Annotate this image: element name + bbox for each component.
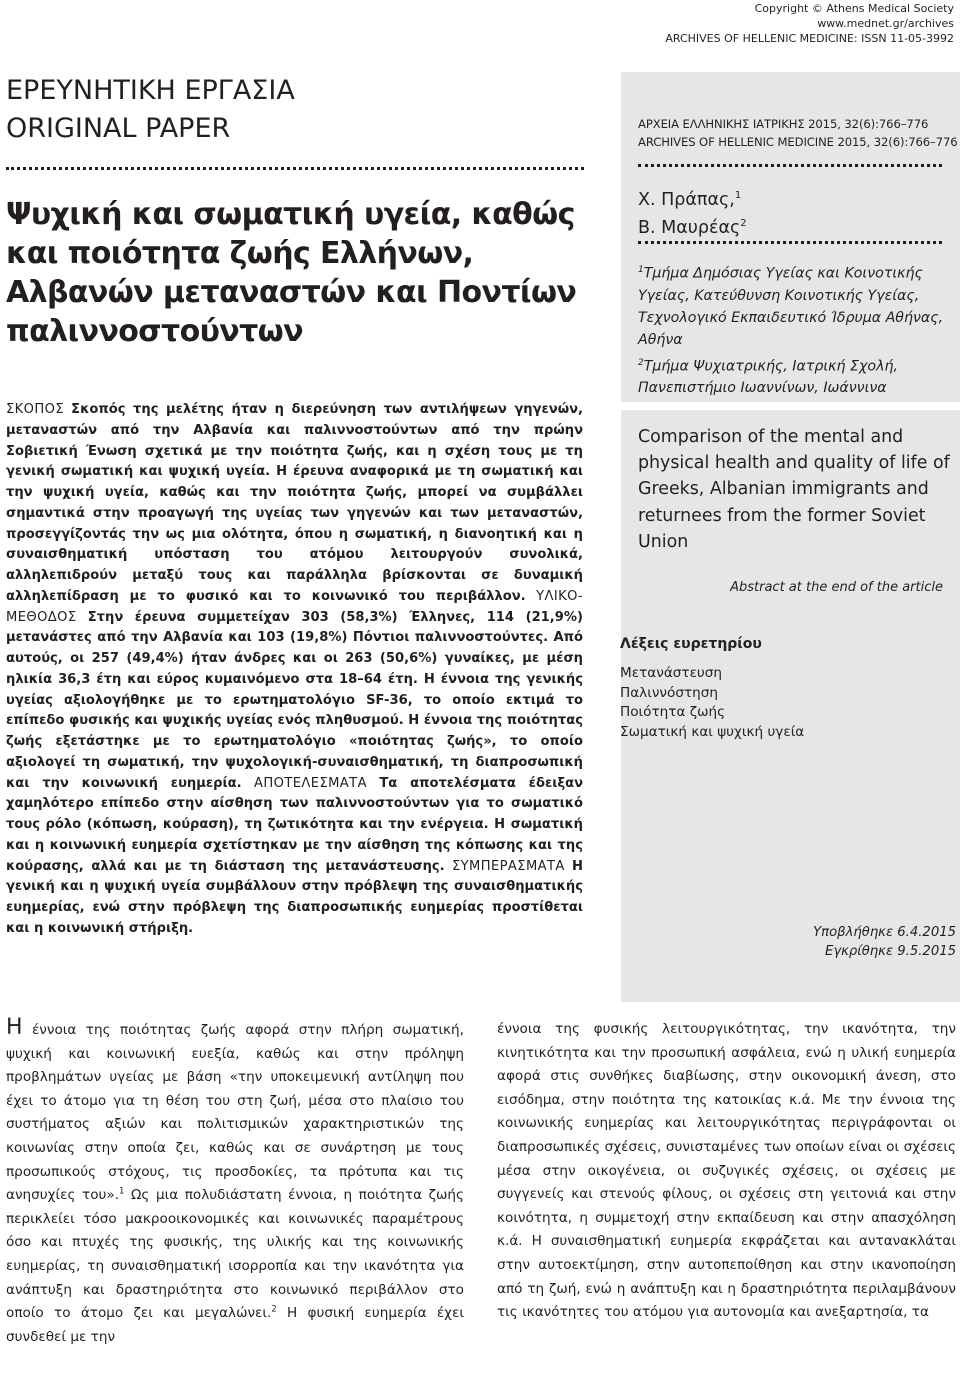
citation-ref: 1 — [119, 1186, 125, 1197]
body-text: έννοια της ποιότητας ζωής αφορά στην πλήρη σωματική, ψυχική και κοινωνική ευεξία, καθώς και στην πρόληψη προβλημάτων υγείας με βάση «την υποκειμενική αντίληψη που έχει το άτομο για τη θέση του στη ζωή, μέσα στο πλαίσιο του συστήματος αξιών και πολιτισμικών χαρακτηριστικών της κοινωνίας στην οποία ζει, καθώς και σε συνάρτηση με τους προσωπικούς στόχους, τις προσδοκίες, τα πρότυπα και τις ανησυχίες του». — [6, 1022, 464, 1204]
abstract-conclusions-heading: ΣΥΜΠΕΡΑΣΜΑΤΑ — [451, 858, 565, 874]
abstract-results-text: Τα αποτελέσματα έδειξαν χαμηλότερο επίπεδο στην αίσθηση των παλιννοστούντων για το σωματικό τους ρόλο (κόπωση, κούραση), τη ζωτικότητα και την ενέργεια. Η σωματική και η κοινωνική ευημερία σχετίστηκαν με την αίσθηση της κόπωσης και της κούρασης, αλλά και με τη διάσταση της μετανάστευσης. — [6, 775, 583, 874]
section-label-greek: ΕΡΕΥΝΗΤΙΚΗ ΕΡΓΑΣΙΑ — [6, 75, 295, 106]
keyword-item: Μετανάστευση — [620, 665, 723, 681]
journal-issn: ARCHIVES OF HELLENIC MEDICINE: ISSN 11-05-3992 — [665, 32, 954, 45]
authors — [638, 184, 948, 240]
keywords-heading: Λέξεις ευρετηρίου — [620, 636, 762, 652]
body-text: Η φυσική ευημερία έχει συνδεθεί με την — [6, 1305, 464, 1345]
abstract-methods-heading: ΥΛΙΚΟ-ΜΕΘΟΔΟΣ — [6, 588, 583, 625]
sidebar-separator — [621, 402, 960, 410]
drop-cap: Η — [6, 1015, 23, 1040]
author-1: Χ. Πράπας,$^1$ — [638, 189, 742, 210]
author-2: Β. Μαυρέας$^2$ — [638, 217, 747, 238]
abstract-results-heading: ΑΠΟΤΕΛΕΣΜΑΤΑ — [254, 775, 367, 791]
affiliation-1: $^1$Τμήμα Δημόσιας Υγείας και Κοινοτικής Υγείας, Κατεύθυνση Κοινοτικής Υγείας, Τεχνολογικό Εκπαιδευτικό Ίδρυμα Αθήνας, Αθήνα — [638, 265, 944, 349]
dotted-divider — [638, 164, 942, 167]
citation-ref: 2 — [271, 1304, 277, 1315]
abstract-aim-text: Σκοπός της μελέτης ήταν η διερεύνηση των αντιλήψεων γηγενών, μεταναστών από την Αλβανία και παλιννοστούντων από την πρώην Σοβιετική Ένωση σχετικά με την ποιότητα ζωής, και η σχέση τους με τη γενική σωματική και ψυχική υγεία. Η έρευνα αναφορικά με τη σωματική και την ψυχική υγεία, καθώς και την ποιότητα ζωής, μπορεί να συμβάλλει σημαντικά στην προαγωγή της υγείας των γηγενών και των μεταναστών, προσεγγίζοντάς την ως μια ολότητα, όπου η σωματική, η διανοητική και η συναισθηματική υπόσταση του ατόμου λειτουργούν συνολικά, αλληλεπιδρούν μεταξύ τους και παράλληλα βρίσκονται σε δυναμική αλληλεπίδραση με το φυσικό και το κοινωνικό του περιβάλλον. — [6, 402, 583, 604]
keyword-item: Παλιννόστηση — [620, 684, 718, 701]
section-labels — [6, 72, 586, 148]
body-column-right: έννοια της φυσικής λειτουργικότητας, την ικανότητα, την κινητικότητα και την προσωπική ασφάλεια, ενώ η υλική ευημερία αφορά στις συνθήκες διαβίωσης, στην οικονομική άνεση, στο εισόδημα, στην ποιότητα της κατοικίας κ.ά. Με την έννοια της κοινωνικής ευημερίας και λειτουργικότητας περιγράφονται οι διαπροσωπικές σχέσεις, συνισταμένες των οποίων είναι οι σχέσεις μέσα στην οικογένεια, οι συζυγικές σχέσεις, οι σχέσεις με συγγενείς και στενούς φίλους, οι σχέσεις στη γειτονιά και στην κοινότητα, η συμμετοχή στην εκπαίδευση και στην απασχόληση κ.ά. Η συναισθηματική ευημερία εκφράζεται και αντανακλάται στην αυτοεκτίμηση, στην αυτοπεποίθηση και στην ικανοποίηση από τη ζωή, ενώ η ανάπτυξη και η δραστηριότητα περιλαμβάνουν τις ικανότητες του ατόμου για αυτονομία και ανεξαρτησία, τα — [497, 1021, 956, 1321]
section-label-english: ORIGINAL PAPER — [6, 113, 231, 144]
journal-reference — [638, 115, 958, 151]
keyword-item: Σωματική και ψυχική υγεία — [620, 723, 805, 740]
abstract-conclusions-text: Η γενική και η ψυχική υγεία συμβάλλουν στην πρόβλεψη της συναισθηματικής ευημερίας, ενώ στην πρόβλεψη της διαπροσωπικής ευημερίας προστίθεται και η κοινωνική στήριξη. — [6, 858, 583, 936]
body-text: Ως μια πολυδιάστατη έννοια, η ποιότητα ζωής περικλείει τόσο μακροοικονομικές και κοινωνικές παραμέτρους όσο και πτυχές της φυσικής, της υλικής και της κοινωνικής ευημερίας, τη συναισθηματική ισορροπία και την ικανότητα για ανάπτυξη και δραστηριότητα στο κοινωνικό περιβάλλον στο οποίο το άτομο ζει και μεγαλώνει. — [6, 1187, 464, 1322]
abstract-methods-text: Στην έρευνα συμμετείχαν 303 (58,3%) Έλληνες, 114 (21,9%) μετανάστες από την Αλβανία και 103 (19,8%) Πόντιοι παλιννοστούντες. Από αυτούς, οι 257 (49,4%) ήταν άνδρες και οι 263 (50,6%) γυναίκες, με μέση ηλικία 36,3 έτη και εύρος κυμαινόμενο στα 18–64 έτη. Η έννοια της γενικής υγείας αξιολογήθηκε με το ερωτηματολόγιο SF-36, το οποίο εκτιμά το επίπεδο φυσικής και ψυχικής υγείας ενός πληθυσμού. Η έννοια της ποιότητας ζωής εξετάστηκε με το ερωτηματολόγιο «ποιότητας ζωής», το οποίο αξιολογεί τη σωματική, την ψυχολογική-συναισθηματική, τη διαπροσωπική και την κοινωνική ευημερία. — [6, 609, 583, 791]
abstract-note: Abstract at the end of the article — [730, 580, 943, 595]
journal-reference-english: ARCHIVES OF HELLENIC MEDICINE 2015, 32(6):766–776 — [638, 135, 958, 149]
journal-url[interactable]: www.mednet.gr/archives — [817, 17, 954, 30]
body-column-left — [6, 1015, 464, 1349]
abstract-aim-heading: ΣΚΟΠΟΣ — [6, 402, 64, 417]
copyright-block — [534, 1, 954, 46]
submission-dates — [700, 924, 956, 961]
affiliations — [638, 259, 958, 400]
affiliation-2: $^2$Τμήμα Ψυχιατρικής, Ιατρική Σχολή, Πανεπιστήμιο Ιωαννίνων, Ιωάννινα — [638, 357, 898, 397]
copyright-text: Copyright © Athens Medical Society — [754, 2, 954, 15]
submitted-date: Υποβλήθηκε 6.4.2015 — [813, 925, 956, 940]
keyword-item: Ποιότητα ζωής — [620, 704, 726, 720]
article-title: Ψυχική και σωματική υγεία, καθώς και ποιότητα ζωής Ελλήνων, Αλβανών μεταναστών και Ποντίων παλιννοστούντων — [6, 197, 577, 349]
english-title: Comparison of the mental and physical health and quality of life of Greeks, Albanian immigrants and returnees from the former Soviet Union — [638, 427, 950, 552]
abstract — [6, 400, 583, 940]
keywords-list — [620, 664, 940, 742]
journal-reference-greek: ΑΡΧΕΙΑ ΕΛΛΗΝΙΚΗΣ ΙΑΤΡΙΚΗΣ 2015, 32(6):766–776 — [638, 117, 929, 131]
dotted-divider — [6, 167, 584, 170]
accepted-date: Εγκρίθηκε 9.5.2015 — [825, 943, 956, 959]
dotted-divider — [638, 241, 942, 244]
